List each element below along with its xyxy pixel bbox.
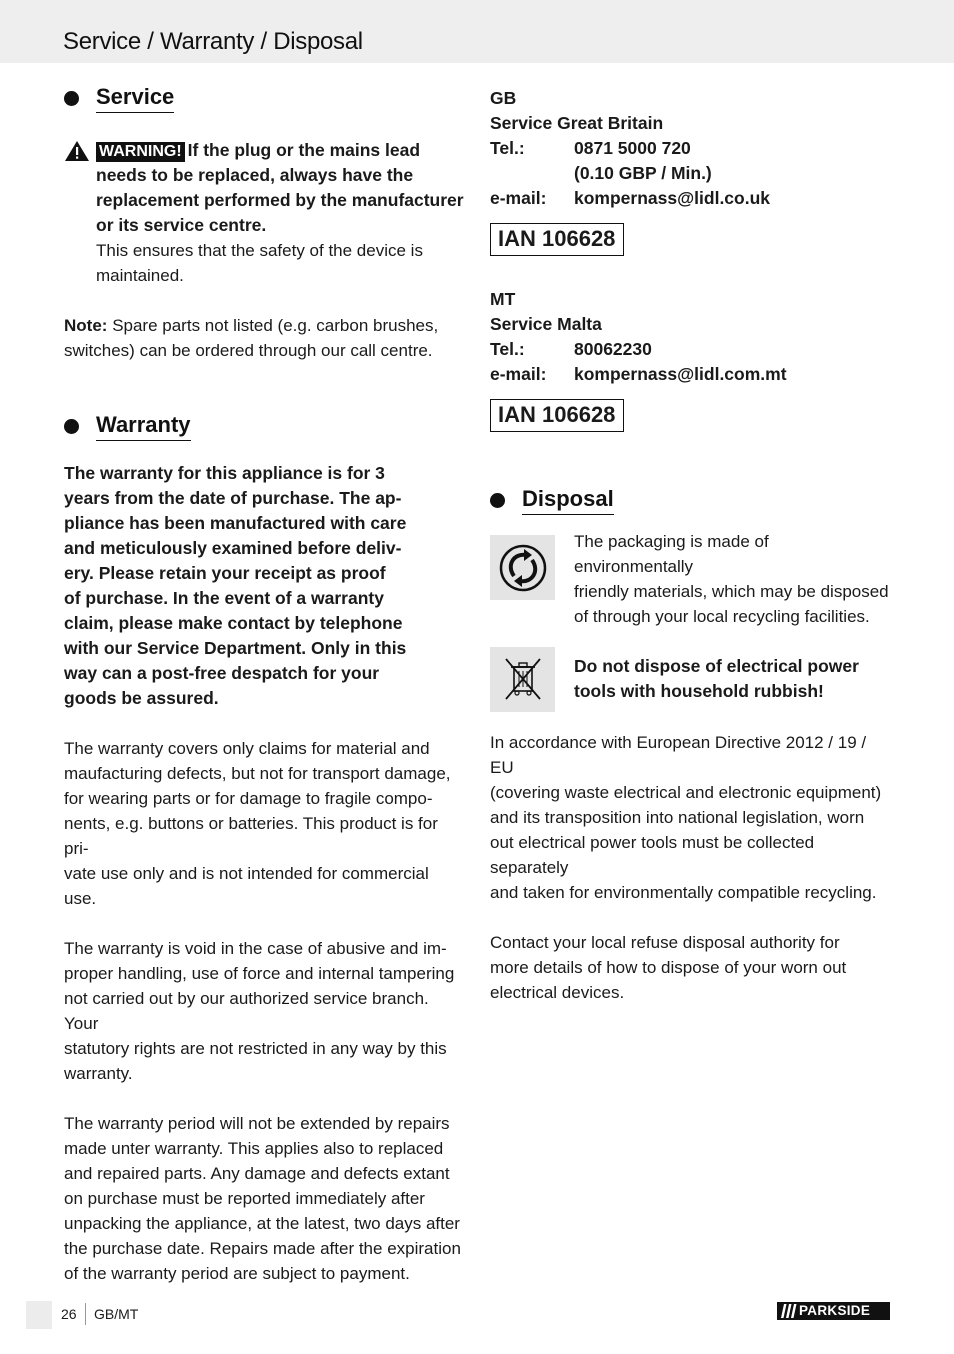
tel-note: (0.10 GBP / Min.) (574, 163, 712, 183)
text-line: statutory rights are not restricted in any way by this (64, 1039, 447, 1058)
text-line: more details of how to dispose of your worn out (490, 958, 847, 977)
service-name: Service Great Britain (490, 113, 664, 133)
text-line: and its transposition into national legislation, worn (490, 808, 865, 827)
service-title: Service (96, 83, 174, 113)
right-column (490, 86, 892, 1005)
email-label: e-mail: (490, 188, 547, 208)
email-label: e-mail: (490, 364, 547, 384)
warning-triangle-icon (64, 140, 90, 162)
left-column (64, 83, 464, 1286)
brand-logo (777, 1302, 890, 1320)
text-line: friendly materials, which may be disposed (574, 582, 889, 601)
service-heading (64, 83, 464, 113)
text-line: The warranty covers only claims for material and (64, 739, 430, 758)
note-label: Note: (64, 316, 108, 335)
text-line: on purchase must be reported immediately after (64, 1189, 425, 1208)
crossed-bin-icon (490, 647, 555, 712)
contact-mt (490, 287, 892, 432)
language-code: GB/MT (94, 1306, 139, 1322)
country-code: GB (490, 88, 517, 108)
email-address[interactable]: kompernass@lidl.com.mt (574, 364, 787, 384)
text-line: and taken for environmentally compatible recycling. (490, 883, 877, 902)
packaging-row (490, 532, 892, 629)
note-text: Spare parts not listed (e.g. carbon brushes, switches) can be ordered through our call centre. (64, 316, 439, 360)
text-line: for wearing parts or for damage to fragile compo- (64, 789, 433, 808)
warranty-bold-paragraph (64, 461, 464, 711)
tel-label: Tel.: (490, 339, 525, 359)
text-line: vate use only and is not intended for commercial use. (64, 864, 429, 908)
page-title: Service / Warranty / Disposal (63, 28, 363, 55)
text-line: of through your local recycling facilities. (574, 607, 870, 626)
text-line: way can a post-free despatch for your (64, 663, 380, 683)
warranty-paragraph-1 (64, 736, 464, 911)
text-line: not carried out by our authorized service branch. Your (64, 989, 429, 1033)
text-line: nents, e.g. buttons or batteries. This product is for pri- (64, 814, 438, 858)
text-line: unpacking the appliance, at the latest, two days after (64, 1214, 460, 1233)
text-line: The warranty for this appliance is for 3 (64, 463, 385, 483)
brand-stripes-icon (781, 1304, 797, 1318)
email-address[interactable]: kompernass@lidl.co.uk (574, 188, 771, 208)
page-header (0, 0, 954, 63)
warning-normal-text: This ensures that the safety of the device is maintained. (96, 241, 423, 285)
warning-bold-text: If the plug or the mains lead needs to be replaced, always have the replacement performed by the manufacturer or its service centre. (96, 140, 464, 235)
note-paragraph (64, 313, 464, 363)
green-dot-icon (490, 535, 555, 600)
text-line: The warranty is void in the case of abusive and im- (64, 939, 447, 958)
warranty-paragraph-2 (64, 936, 464, 1086)
text-line: and meticulously examined before deliv- (64, 538, 402, 558)
ian-box: IAN 106628 (490, 223, 624, 256)
brand-name: PARKSIDE (799, 1303, 871, 1318)
text-line: claim, please make contact by telephone (64, 613, 403, 633)
bullet-icon (64, 91, 79, 106)
disposal-contact-paragraph (490, 930, 892, 1005)
text-line: tools with household rubbish! (574, 681, 824, 701)
disposal-title: Disposal (522, 485, 614, 515)
text-line: The warranty period will not be extended by repairs (64, 1114, 450, 1133)
text-line: Do not dispose of electrical power (574, 656, 859, 676)
text-line: proper handling, use of force and internal tampering (64, 964, 455, 983)
contact-gb (490, 86, 892, 256)
text-line: maufacturing defects, but not for transport damage, (64, 764, 451, 783)
footer-divider (85, 1303, 86, 1325)
text-line: the purchase date. Repairs made after the expiration (64, 1239, 461, 1258)
text-line: warranty. (64, 1064, 133, 1083)
country-code: MT (490, 289, 516, 309)
text-line: In accordance with European Directive 2012 / 19 / EU (490, 733, 867, 777)
tel-number: 80062230 (574, 339, 652, 359)
warranty-heading (64, 411, 464, 441)
warranty-title: Warranty (96, 411, 191, 441)
page-number: 26 (61, 1306, 77, 1322)
text-line: years from the date of purchase. The ap- (64, 488, 402, 508)
text-line: out electrical power tools must be collected separately (490, 833, 815, 877)
warranty-paragraph-3 (64, 1111, 464, 1286)
directive-paragraph (490, 730, 892, 905)
text-line: of the warranty period are subject to payment. (64, 1264, 410, 1283)
text-line: made unter warranty. This applies also to replaced (64, 1139, 444, 1158)
text-line: electrical devices. (490, 983, 625, 1002)
warning-block (64, 138, 464, 288)
ian-box: IAN 106628 (490, 399, 624, 432)
warning-label: WARNING! (96, 142, 185, 162)
text-line: goods be assured. (64, 688, 219, 708)
text-line: The packaging is made of environmentally (574, 532, 769, 576)
text-line: (covering waste electrical and electronic equipment) (490, 783, 882, 802)
weee-row (490, 647, 892, 712)
text-line: and repaired parts. Any damage and defects extant (64, 1164, 450, 1183)
footer-marker (26, 1301, 52, 1329)
text-line: with our Service Department. Only in this (64, 638, 407, 658)
text-line: pliance has been manufactured with care (64, 513, 407, 533)
disposal-heading (490, 485, 892, 515)
text-line: Contact your local refuse disposal authority for (490, 933, 840, 952)
tel-number: 0871 5000 720 (574, 138, 691, 158)
tel-label: Tel.: (490, 138, 525, 158)
bullet-icon (490, 493, 505, 508)
text-line: of purchase. In the event of a warranty (64, 588, 384, 608)
text-line: ery. Please retain your receipt as proof (64, 563, 386, 583)
bullet-icon (64, 419, 79, 434)
service-name: Service Malta (490, 314, 602, 334)
